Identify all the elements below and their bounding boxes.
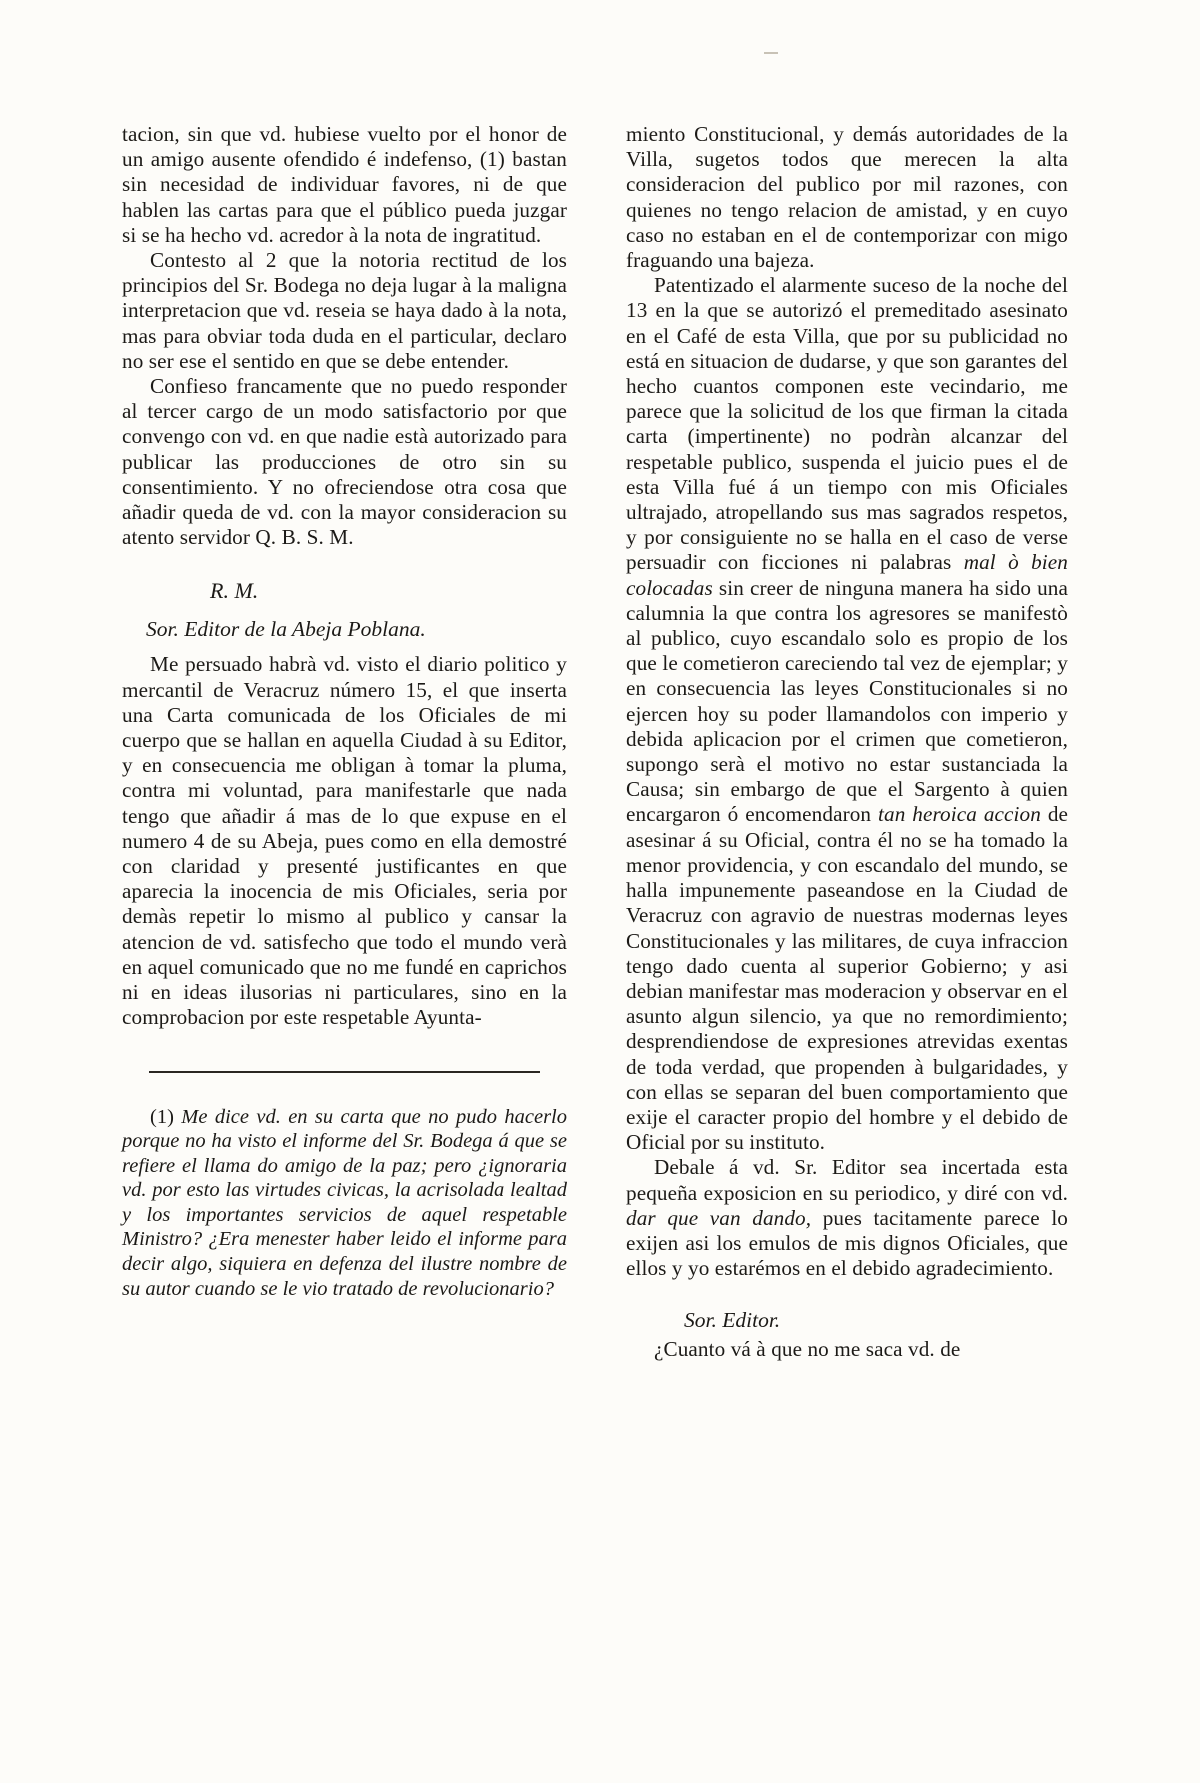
footnote-text: Me dice vd. en su carta que no pudo hacerlo porque no ha visto el informe del Sr. Bodega á que se refiere el llama do amigo de la paz; pero ¿ignoraria vd. por esto las virtudes civicas, la acrisolada lealtad y los importantes servicios de aquel respetable Ministro? ¿Era menester haber leido el informe para decir algo, siquiera en defenza del ilustre nombre de su autor cuando se le vio tratado de revolucionario?	[122, 1105, 567, 1300]
request-italic-phrase: dar que van dando,	[626, 1205, 812, 1230]
paragraph-second-charge: Contesto al 2 que la notoria rectitud de los principios del Sr. Bodega no deja lugar à la maligna interpretacion que vd. reseia se haya dado à la nota, mas para obviar toda duda en el particular, declaro no ser ese el sentido en que se debe entender.	[122, 248, 567, 373]
incident-text-a: Patentizado el alarmente suceso de la noche del 13 en la que se autorizó el premeditado asesinato en el Café de esta Villa, que por su publicidad no está en situacion de dudarse, y que son garantes del hecho cuantos componen este vecindario, me parece que la solicitud de los que firman la citada carta (impertinente) no podràn alcanzar del respetable publico, suspenda el juicio pues el de esta Villa fué á un tiempo con mis Oficiales ultrajado, atropellando sus mas sagrados respetos, y por consiguiente no se halla en el caso de verse persuadir con ficciones ni palabras	[626, 273, 1068, 575]
paragraph-letter-body: Me persuado habrà vd. visto el diario politico y mercantil de Veracruz número 15, el que inserta una Carta comunicada de los Oficiales de mi cuerpo que se hallan en aquella Ciudad à su Editor, y en consecuencia me obligan à tomar la pluma, contra mi voluntad, para manifestarle que nada tengo que añadir á mas de lo que expuse en el numero 4 de su Abeja, pues como en ella demostré con claridad y presenté justificantes en que aparecia la inocencia de mis Oficiales, seria por demàs repetir lo mismo al publico y cansar la atencion de vd. satisfecho que todo el mundo verà en aquel comunicado que no me fundé en caprichos ni en ideas ilusorias ni particulares, sino en la comprobacion por este respetable Ayunta-	[122, 652, 567, 1030]
request-text-a: Debale á vd. Sr. Editor sea incertada esta pequeña exposicion en su periodico, y diré con vd.	[626, 1155, 1068, 1205]
left-column	[122, 122, 567, 1301]
ink-mark	[764, 52, 778, 54]
incident-text-b: sin creer de ninguna manera ha sido una calumnia la que contra los agresores se manifestò al publico, cuyo escandalo solo es propio de los que le cometieron careciendo tal vez de ejemplar; y en consecuencia las leyes Constitucionales si no ejercen hoy su poder llamandolos con imperio y debida aplicacion por el crimen que cometieron, supongo serà el motivo no estar sustanciada la Causa; sin embargo de que el Sargento à quien encargaron ó encomendaron	[626, 575, 1068, 827]
signature-initials: R. M.	[210, 578, 259, 604]
letter-salutation: Sor. Editor de la Abeja Poblana.	[146, 617, 426, 642]
incident-italic-action: tan heroica accion	[878, 802, 1041, 827]
footnote-marker: (1)	[150, 1105, 174, 1128]
footnote-divider	[149, 1071, 541, 1073]
second-letter-salutation: Sor. Editor.	[684, 1308, 781, 1333]
request-text-b: pues tacitamente parece lo exijen asi los emulos de mis dignos Oficiales, que ellos y yo estarémos en el debido agradecimiento.	[626, 1205, 1069, 1281]
incident-italic-phrase: mal ò bien colocadas	[626, 550, 1068, 600]
paragraph-continuation: tacion, sin que vd. hubiese vuelto por el honor de un amigo ausente ofendido é indefenso, (1) bastan sin necesidad de individuar favores, ni de que hablen las cartas para que el público pueda juzgar si se ha hecho vd. acredor à la nota de ingratitud.	[122, 122, 567, 247]
paragraph-request	[626, 1155, 1068, 1281]
paragraph-second-letter-start: ¿Cuanto vá à que no me saca vd. de	[654, 1337, 961, 1362]
paragraph-continuation-right: miento Constitucional, y demás autoridades de la Villa, sugetos todos que merecen la alta consideracion del publico por mil razones, con quienes no tengo relacion de amistad, y en cuyo caso no estaban en el de contemporizar con migo fraguando una bajeza.	[626, 122, 1068, 273]
right-column	[626, 122, 1068, 1363]
footnote	[122, 1105, 567, 1302]
paragraph-third-charge: Confieso francamente que no puedo responder al tercer cargo de un modo satisfactorio por que convengo con vd. en que nadie està autorizado para publicar las producciones de otro sin su consentimiento. Y no ofreciendose otra cosa que añadir queda de vd. con la mayor consideracion su atento servidor Q. B. S. M.	[122, 374, 567, 550]
paragraph-incident	[626, 273, 1068, 1155]
incident-text-c: de asesinar á su Oficial, contra él no se ha tomado la menor providencia, y con escandalo del mundo, se halla impunemente paseandose en la Ciudad de Veracruz con agravio de nuestras modernas leyes Constitucionales y las militares, de cuya infraccion tengo dado cuenta al superior Gobierno; y asi debian manifestar mas moderacion y observar en el asunto algun silencio, ya que no remordimiento; desprendiendose de expresiones atrevidas exentas de toda verdad, que propenden à bulgaridades, y con ellas se separan del buen comportamiento que exije el caracter propio del hombre y el debido de Oficial por su instituto.	[626, 802, 1069, 1155]
